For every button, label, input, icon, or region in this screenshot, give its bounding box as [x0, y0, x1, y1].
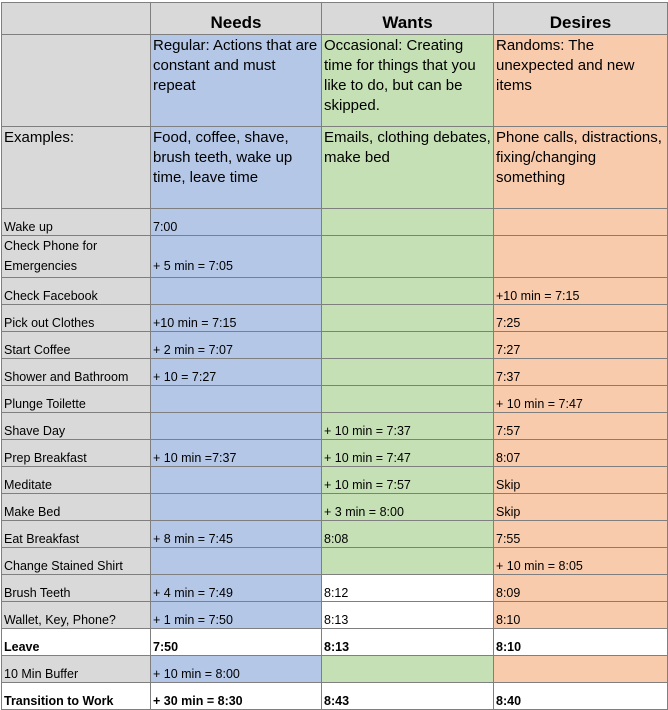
- desires-cell: 8:10: [494, 602, 668, 629]
- desires-description: Randoms: The unexpected and new items: [494, 35, 668, 127]
- needs-cell: + 4 min = 7:49: [151, 575, 322, 602]
- wants-cell: 8:43: [322, 683, 494, 710]
- table-row: [2, 575, 668, 602]
- desires-cell: 7:27: [494, 332, 668, 359]
- row-label: Transition to Work: [2, 683, 151, 710]
- wants-cell: [322, 386, 494, 413]
- table-row: [2, 629, 668, 656]
- wants-cell: [322, 209, 494, 236]
- wants-cell: [322, 656, 494, 683]
- desires-cell: + 10 min = 7:47: [494, 386, 668, 413]
- needs-cell: + 5 min = 7:05: [151, 236, 322, 278]
- table-row: [2, 278, 668, 305]
- row-label: Change Stained Shirt: [2, 548, 151, 575]
- wants-cell: [322, 332, 494, 359]
- description-row: [2, 35, 668, 127]
- desires-header: Desires: [494, 3, 668, 35]
- needs-cell: + 10 min = 8:00: [151, 656, 322, 683]
- table-row: [2, 236, 668, 278]
- table-row: [2, 332, 668, 359]
- needs-cell: + 30 min = 8:30: [151, 683, 322, 710]
- needs-cell: + 10 = 7:27: [151, 359, 322, 386]
- wants-cell: 8:13: [322, 629, 494, 656]
- schedule-table: [1, 2, 668, 710]
- row-label: Brush Teeth: [2, 575, 151, 602]
- desires-cell: [494, 236, 668, 278]
- desires-cell: 8:09: [494, 575, 668, 602]
- desires-cell: + 10 min = 8:05: [494, 548, 668, 575]
- needs-cell: [151, 278, 322, 305]
- needs-header: Needs: [151, 3, 322, 35]
- desires-cell: [494, 656, 668, 683]
- needs-cell: [151, 494, 322, 521]
- row-label: Eat Breakfast: [2, 521, 151, 548]
- table-row: [2, 440, 668, 467]
- needs-cell: 7:50: [151, 629, 322, 656]
- wants-examples: Emails, clothing debates, make bed: [322, 127, 494, 209]
- desires-cell: 7:55: [494, 521, 668, 548]
- row-label: Shave Day: [2, 413, 151, 440]
- desires-cell: 7:37: [494, 359, 668, 386]
- wants-cell: 8:08: [322, 521, 494, 548]
- row-label: Check Phone for Emergencies: [2, 236, 151, 278]
- table-row: [2, 359, 668, 386]
- needs-cell: [151, 386, 322, 413]
- examples-label: Examples:: [2, 127, 151, 209]
- row-label: 10 Min Buffer: [2, 656, 151, 683]
- row-label: Start Coffee: [2, 332, 151, 359]
- desires-examples: Phone calls, distractions, fixing/changing something: [494, 127, 668, 209]
- table-row: [2, 656, 668, 683]
- needs-cell: 7:00: [151, 209, 322, 236]
- wants-cell: + 10 min = 7:57: [322, 467, 494, 494]
- corner-cell: [2, 3, 151, 35]
- needs-cell: + 10 min =7:37: [151, 440, 322, 467]
- wants-cell: [322, 278, 494, 305]
- wants-cell: [322, 236, 494, 278]
- row-label: Leave: [2, 629, 151, 656]
- wants-cell: 8:13: [322, 602, 494, 629]
- table-row: [2, 683, 668, 710]
- examples-row: [2, 127, 668, 209]
- row-label: Prep Breakfast: [2, 440, 151, 467]
- wants-cell: [322, 359, 494, 386]
- needs-cell: [151, 413, 322, 440]
- wants-description: Occasional: Creating time for things that you like to do, but can be skipped.: [322, 35, 494, 127]
- desires-cell: 7:25: [494, 305, 668, 332]
- desires-cell: Skip: [494, 494, 668, 521]
- desires-cell: 8:10: [494, 629, 668, 656]
- row-label: Make Bed: [2, 494, 151, 521]
- row-label: Plunge Toilette: [2, 386, 151, 413]
- wants-cell: [322, 305, 494, 332]
- table-row: [2, 521, 668, 548]
- row-label: Check Facebook: [2, 278, 151, 305]
- needs-examples: Food, coffee, shave, brush teeth, wake up time, leave time: [151, 127, 322, 209]
- table-row: [2, 209, 668, 236]
- desires-cell: 8:40: [494, 683, 668, 710]
- desires-cell: +10 min = 7:15: [494, 278, 668, 305]
- row-label: Shower and Bathroom: [2, 359, 151, 386]
- desires-cell: [494, 209, 668, 236]
- table-row: [2, 548, 668, 575]
- desires-cell: 8:07: [494, 440, 668, 467]
- needs-cell: + 8 min = 7:45: [151, 521, 322, 548]
- table-row: [2, 494, 668, 521]
- wants-cell: + 10 min = 7:37: [322, 413, 494, 440]
- needs-description: Regular: Actions that are constant and must repeat: [151, 35, 322, 127]
- needs-cell: +10 min = 7:15: [151, 305, 322, 332]
- table-row: [2, 413, 668, 440]
- table-row: [2, 386, 668, 413]
- header-row: [2, 3, 668, 35]
- wants-cell: 8:12: [322, 575, 494, 602]
- wants-cell: + 3 min = 8:00: [322, 494, 494, 521]
- needs-cell: + 1 min = 7:50: [151, 602, 322, 629]
- wants-header: Wants: [322, 3, 494, 35]
- needs-cell: [151, 467, 322, 494]
- table-row: [2, 305, 668, 332]
- row-label: Wake up: [2, 209, 151, 236]
- wants-cell: [322, 548, 494, 575]
- wants-cell: + 10 min = 7:47: [322, 440, 494, 467]
- row-label: Wallet, Key, Phone?: [2, 602, 151, 629]
- table-row: [2, 467, 668, 494]
- needs-cell: [151, 548, 322, 575]
- description-label-cell: [2, 35, 151, 127]
- needs-cell: + 2 min = 7:07: [151, 332, 322, 359]
- row-label: Pick out Clothes: [2, 305, 151, 332]
- desires-cell: Skip: [494, 467, 668, 494]
- table-row: [2, 602, 668, 629]
- desires-cell: 7:57: [494, 413, 668, 440]
- row-label: Meditate: [2, 467, 151, 494]
